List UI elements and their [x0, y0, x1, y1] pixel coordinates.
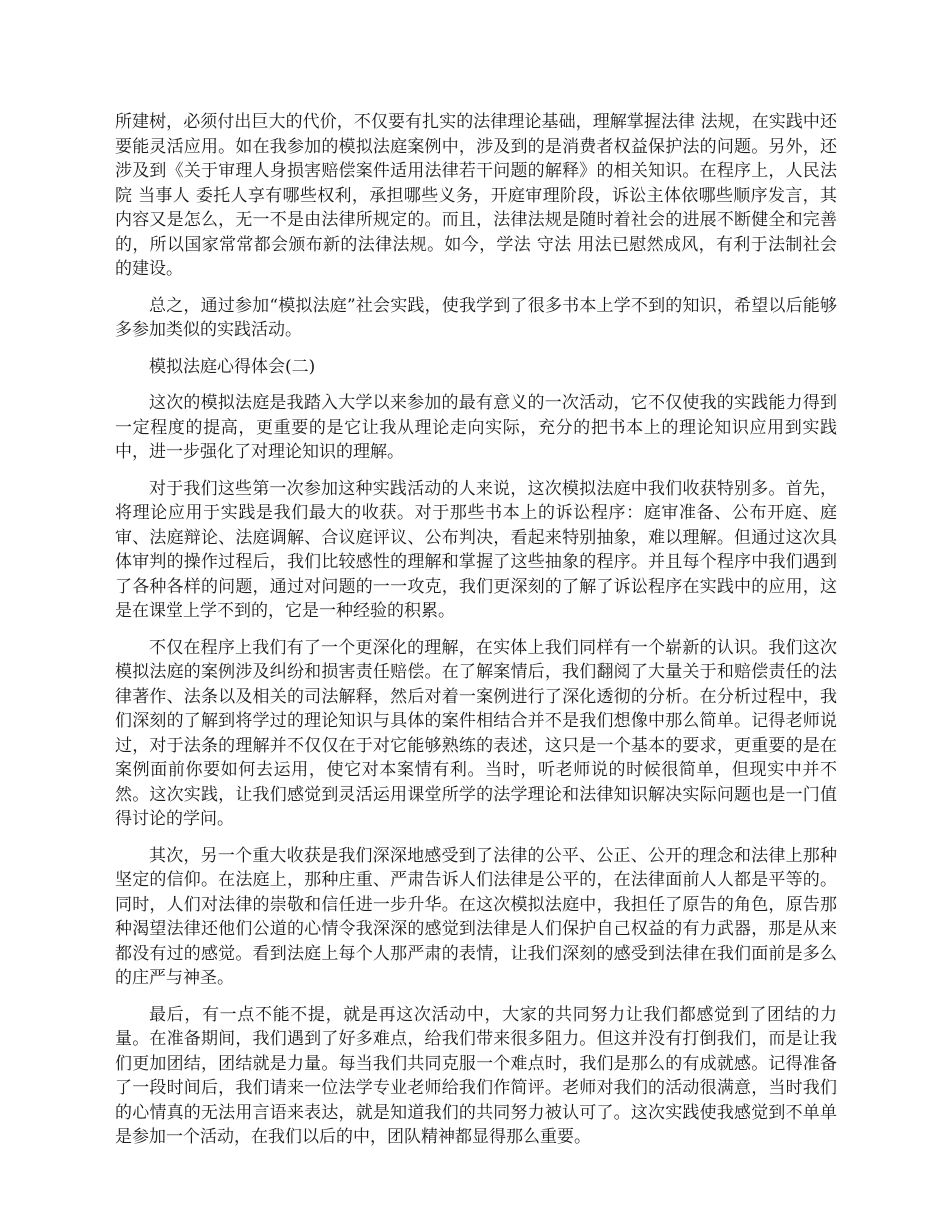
paragraph-justice: 其次，另一个重大收获是我们深深地感受到了法律的公平、公正、公开的理念和法律上那种坚定的信仰。在法庭上，那种庄重、严肃告诉人们法律是公平的，在法律面前人人都是平等的。同时，人们对法律的崇敬和信任进一步升华。在这次模拟法庭中，我担任了原告的角色，原告那种渴望法律还他们公道的心情令我深深的感觉到法律是人们保护自己权益的有力武器，那是从来都没有过的感觉。看到法庭上每个人那严肃的表情，让我们深刻的感受到法律在我们面前是多么的庄严与神圣。	[115, 845, 837, 988]
paragraph-substance: 不仅在程序上我们有了一个更深化的理解，在实体上我们同样有一个崭新的认识。我们这次模拟法庭的案例涉及纠纷和损害责任赔偿。在了解案情后，我们翻阅了大量关于和赔偿责任的法律著作、法条以及相关的司法解释，然后对着一案例进行了深化透彻的分析。在分析过程中，我们深刻的了解到将学过的理论知识与具体的案件相结合并不是我们想像中那么简单。记得老师说过，对于法条的理解并不仅仅在于对它能够熟练的表述，这只是一个基本的要求，更重要的是在案例面前你要如何去运用，使它对本案情有利。当时，听老师说的时候很简单，但现实中并不然。这次实践，让我们感觉到灵活运用课堂所学的法学理论和法律知识解决实际问题也是一门值得讨论的学问。	[115, 637, 837, 829]
paragraph-intro: 这次的模拟法庭是我踏入大学以来参加的最有意义的一次活动，它不仅使我的实践能力得到一定程度的提高，更重要的是它让我从理论走向实际，充分的把书本上的理论知识应用到实践中，进一步强化了对理论知识的理解。	[115, 393, 837, 462]
paragraph-teamwork: 最后，有一点不能不提，就是再这次活动中，大家的共同努力让我们都感觉到了团结的力量。在准备期间，我们遇到了好多难点，给我们带来很多阻力。但这并没有打倒我们，而是让我们更加团结，团结就是力量。每当我们共同克服一个难点时，我们是那么的有成就感。记得准备了一段时间后，我们请来一位法学专业老师给我们作简评。老师对我们的活动很满意，当时我们的心情真的无法用言语来表达，就是知道我们的共同努力被认可了。这次实践使我感觉到不单单是参加一个活动，在我们以后的中，团队精神都显得那么重要。	[115, 1004, 837, 1147]
paragraph-procedure: 对于我们这些第一次参加这种实践活动的人来说，这次模拟法庭中我们收获特别多。首先，将理论应用于实践是我们最大的收获。对于那些书本上的诉讼程序：庭审准备、公布开庭、庭审、法庭辩论、法庭调解、合议庭评议、公布判决，看起来特别抽象，难以理解。但通过这次具体审判的操作过程后，我们比较感性的理解和掌握了这些抽象的程序。并且每个程序中我们遇到了各种各样的问题，通过对问题的一一攻克，我们更深刻的了解了诉讼程序在实践中的应用，这是在课堂上学不到的，它是一种经验的积累。	[115, 478, 837, 621]
paragraph-conclusion: 总之，通过参加“模拟法庭”社会实践，使我学到了很多书本上学不到的知识，希望以后能够多参加类似的实践活动。	[115, 295, 837, 340]
section-title: 模拟法庭心得体会(二)	[149, 356, 316, 377]
paragraph-continuation: 所建树，必须付出巨大的代价，不仅要有扎实的法律理论基础，理解掌握法律 法规，在实践中还要能灵活应用。如在我参加的模拟法庭案例中，涉及到的是消费者权益保护法的问题。另外，还涉及到《关于审理人身损害赔偿案件适用法律若干问题的解释》的相关知识。在程序上，人民法院 当事人 委托人享有哪些权利，承担哪些义务，开庭审理阶段，诉讼主体依哪些顺序发言，其内容又是怎么，无一不是由法律所规定的。而且，法律法规是随时着社会的进展不断健全和完善的，所以国家常常都会颁布新的法律法规。如今，学法 守法 用法已慰然成风，有利于法制社会的建设。	[115, 112, 837, 279]
